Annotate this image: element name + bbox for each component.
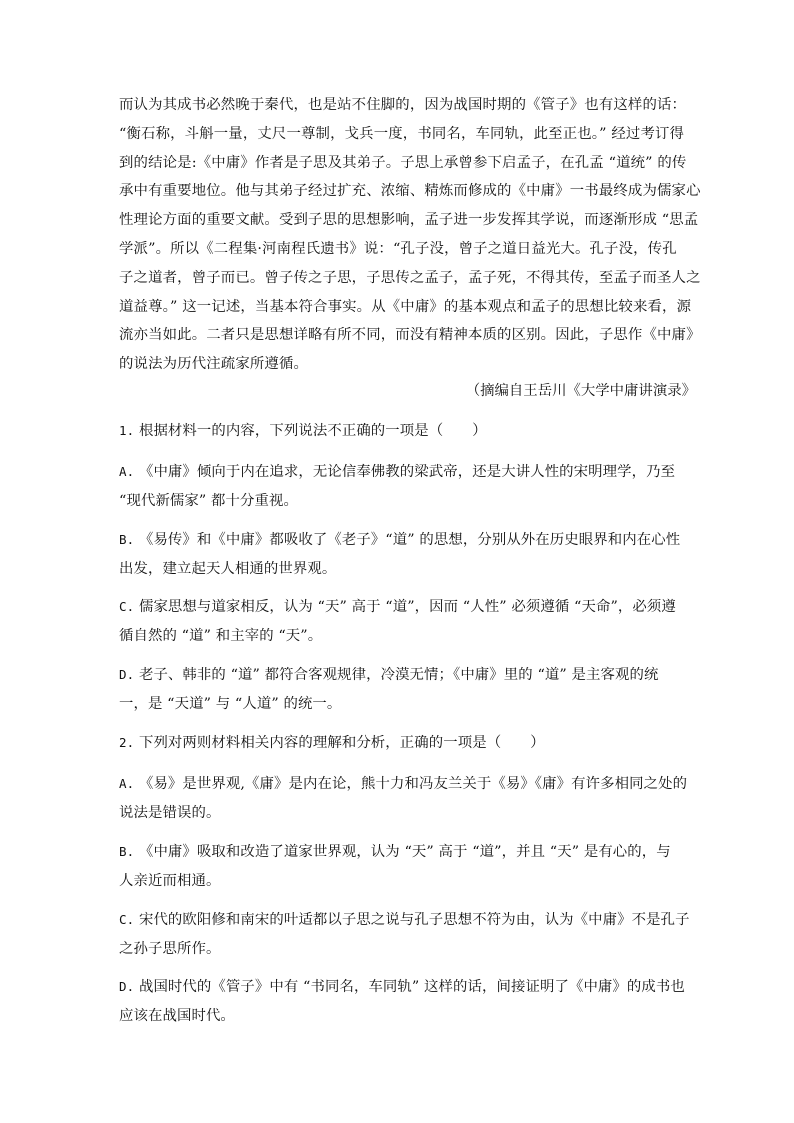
option-letter: C. <box>119 599 135 614</box>
option-text: 战国时代的《管子》中有 “书同名，车同轨” 这样的话，间接证明了《中庸》的成书也 <box>138 979 685 995</box>
source-citation: （摘编自王岳川《大学中庸讲演录》 <box>465 383 696 399</box>
question-2-option-b <box>119 838 689 895</box>
option-text: 一，是 “天道” 与 “人道” 的统一。 <box>119 695 342 712</box>
question-text: 根据材料一的内容，下列说法不正确的一项是（ ） <box>138 423 487 439</box>
passage <box>119 91 701 379</box>
option-text: “现代新儒家” 都十分重视。 <box>119 492 298 509</box>
passage-line: 承中有重要地位。他与其弟子经过扩充、浓缩、精炼而修成的《中庸》一书最终成为儒家心 <box>119 183 701 200</box>
passage-line: 流亦当如此。二者只是思想详略有所不同，而没有精神本质的区别。因此，子思作《中庸》 <box>119 327 701 344</box>
option-letter: B. <box>119 532 135 547</box>
option-text: 出发，建立起天人相通的世界观。 <box>119 560 337 577</box>
option-text: 循自然的 “道” 和主宰的 “天”。 <box>119 627 323 644</box>
question-2-option-c <box>119 906 689 963</box>
option-letter: B. <box>119 844 135 859</box>
question-1-option-a <box>119 458 689 515</box>
option-text: 说法是错误的。 <box>119 804 221 821</box>
option-text: 儒家思想与道家相反，认为 “天” 高于 “道”，因而 “人性” 必须遵循 “天命”，必须遵 <box>138 599 676 615</box>
passage-line: 道益尊。” 这一记述，当基本符合事实。从《中庸》的基本观点和孟子的思想比较来看，源 <box>119 298 692 315</box>
option-text: 《易》是世界观,《庸》是内在论，熊十力和冯友兰关于《易》《庸》有许多相同之处的 <box>138 776 688 792</box>
option-text: 《易传》和《中庸》都吸收了《老子》“道” 的思想，分别从外在历史眼界和内在心性 <box>138 532 681 548</box>
passage-line: 子之道者，曾子而已。曾子传之子思，子思传之孟子，孟子死，不得其传，至孟子而圣人之 <box>119 269 701 286</box>
option-letter: C. <box>119 912 135 927</box>
option-letter: D. <box>119 667 135 682</box>
question-number: 1. <box>119 423 135 438</box>
passage-line: 到的结论是:《中庸》作者是子思及其弟子。子思上承曾参下启孟子，在孔孟 “道统” 的传 <box>119 154 687 171</box>
option-text: 之孙子思所作。 <box>119 940 221 957</box>
passage-line: 的说法为历代注疏家所遵循。 <box>119 356 309 373</box>
passage-line: 学派”。所以《二程集·河南程氏遗书》说：“孔子没，曾子之道日益光大。孔子没，传孔 <box>119 240 677 257</box>
option-text: 《中庸》吸取和改造了道家世界观，认为 “天” 高于 “道”，并且 “天” 是有心的，与 <box>138 844 671 860</box>
question-1-option-b <box>119 526 689 583</box>
question-1-stem <box>119 417 689 446</box>
option-letter: A. <box>119 776 135 791</box>
option-text: 应该在战国时代。 <box>119 1007 235 1024</box>
question-2-stem <box>119 729 689 758</box>
option-text: 《中庸》倾向于内在追求，无论信奉佛教的梁武帝，还是大讲人性的宋明理学，乃至 <box>138 464 676 480</box>
passage-line: 性理论方面的重要文献。受到子思的思想影响，孟子进一步发挥其学说，而逐渐形成 “思孟 <box>119 212 699 229</box>
option-letter: A. <box>119 464 135 479</box>
option-text: 宋代的欧阳修和南宋的叶适都以子思之说与孔子思想不符为由，认为《中庸》不是孔子 <box>138 912 690 928</box>
question-1-option-d <box>119 661 689 718</box>
question-1-option-c <box>119 593 689 650</box>
option-letter: D. <box>119 979 135 994</box>
passage-line: 而认为其成书必然晚于秦代，也是站不住脚的，因为战国时期的《管子》也有这样的话： <box>119 97 687 113</box>
question-text: 下列对两则材料相关内容的理解和分析，正确的一项是（ ） <box>138 735 545 751</box>
option-text: 人亲近而相通。 <box>119 872 221 889</box>
question-2-option-a <box>119 770 689 827</box>
question-2-option-d <box>119 973 689 1030</box>
option-text: 老子、韩非的 “道” 都符合客观规律，冷漠无情；《中庸》里的 “道” 是主客观的统 <box>138 667 659 683</box>
question-number: 2. <box>119 735 135 750</box>
passage-line: “衡石称，斗斛一量，丈尺一尊制，戈兵一度，书同名，车同轨，此至正也。” 经过考订得 <box>119 125 685 142</box>
